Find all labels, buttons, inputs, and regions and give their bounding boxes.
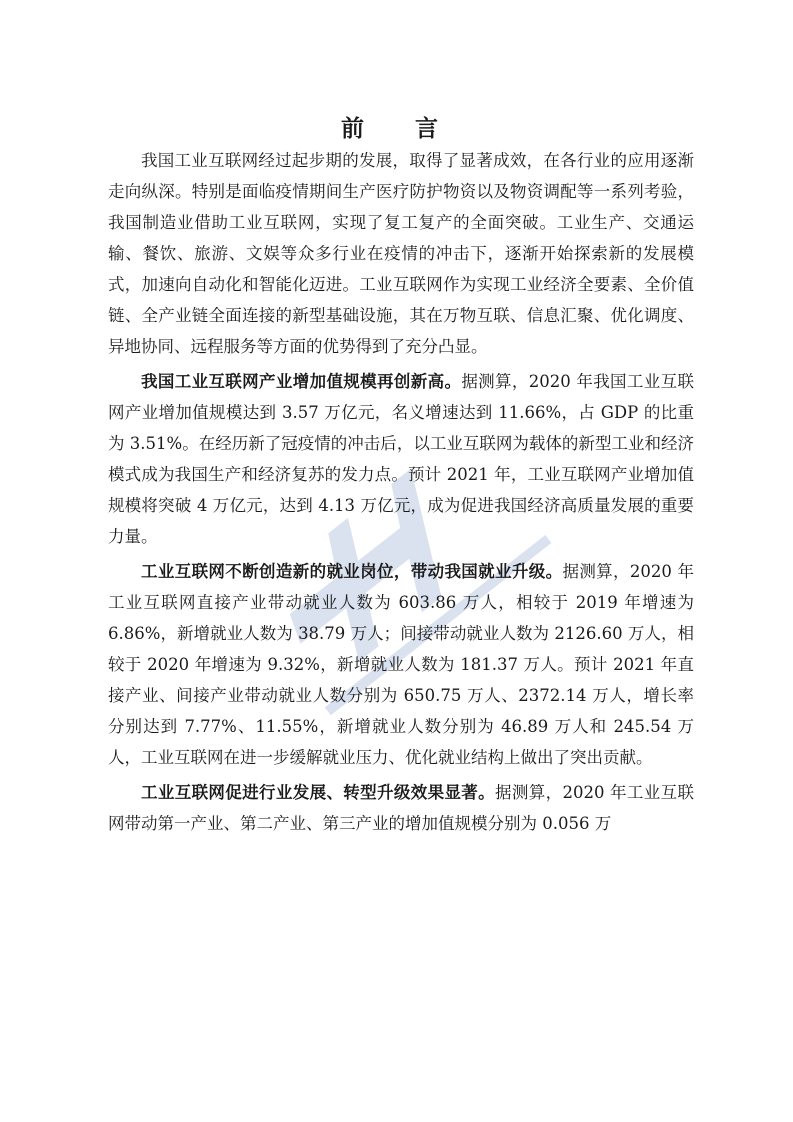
- paragraph-lead: 我国工业互联网产业增加值规模再创新高。: [141, 372, 462, 391]
- paragraph-lead: 工业互联网不断创造新的就业岗位，带动我国就业升级。: [141, 562, 563, 581]
- paragraph-text: 据测算，2020 年工业互联网直接产业带动就业人数为 603.86 万人，相较于 2019 年增速为 6.86%，新增就业人数为 38.79 万人；间接带动就业人数为 2126.60 万人，相较于 2020 年增速为 9.32%，新增就业人数为 181.37 万人。预计 2021 年直接产业、间接产业带动就业人数分别为 650.75 万人、2372.14 万人，增长率分别达到 7.77%、11.55%，新增就业人数分别为 46.89 万人和 245.54 万人，工业互联网在进一步缓解就业压力、优化就业结构上做出了突出贡献。: [108, 562, 694, 767]
- paragraph-value-added: [108, 366, 694, 552]
- page-title: 前 言: [341, 116, 452, 142]
- paragraph-industry: [108, 777, 694, 839]
- paragraph-intro: [108, 145, 694, 362]
- paragraph-lead: 工业互联网促进行业发展、转型升级效果显著。: [141, 783, 496, 802]
- paragraph-text: 据测算，2020 年工业互联网带动第一产业、第二产业、第三产业的增加值规模分别为 0.056 万: [108, 783, 694, 833]
- document-body: [108, 145, 694, 839]
- paragraph-text: 据测算，2020 年我国工业互联网产业增加值规模达到 3.57 万亿元，名义增速达到 11.66%，占 GDP 的比重为 3.51%。在经历新了冠疫情的冲击后，以工业互联网为载体的新型工业和经济模式成为我国生产和经济复苏的发力点。预计 2021 年，工业互联网产业增加值规模将突破 4 万亿元，达到 4.13 万亿元，成为促进我国经济高质量发展的重要力量。: [108, 372, 694, 546]
- paragraph-text: 我国工业互联网经过起步期的发展，取得了显著成效，在各行业的应用逐渐走向纵深。特别是面临疫情期间生产医疗防护物资以及物资调配等一系列考验，我国制造业借助工业互联网，实现了复工复产的全面突破。工业生产、交通运输、餐饮、旅游、文娱等众多行业在疫情的冲击下，逐渐开始探索新的发展模式，加速向自动化和智能化迈进。工业互联网作为实现工业经济全要素、全价值链、全产业链全面连接的新型基础设施，其在万物互联、信息汇聚、优化调度、异地协同、远程服务等方面的优势得到了充分凸显。: [108, 151, 694, 356]
- paragraph-employment: [108, 556, 694, 773]
